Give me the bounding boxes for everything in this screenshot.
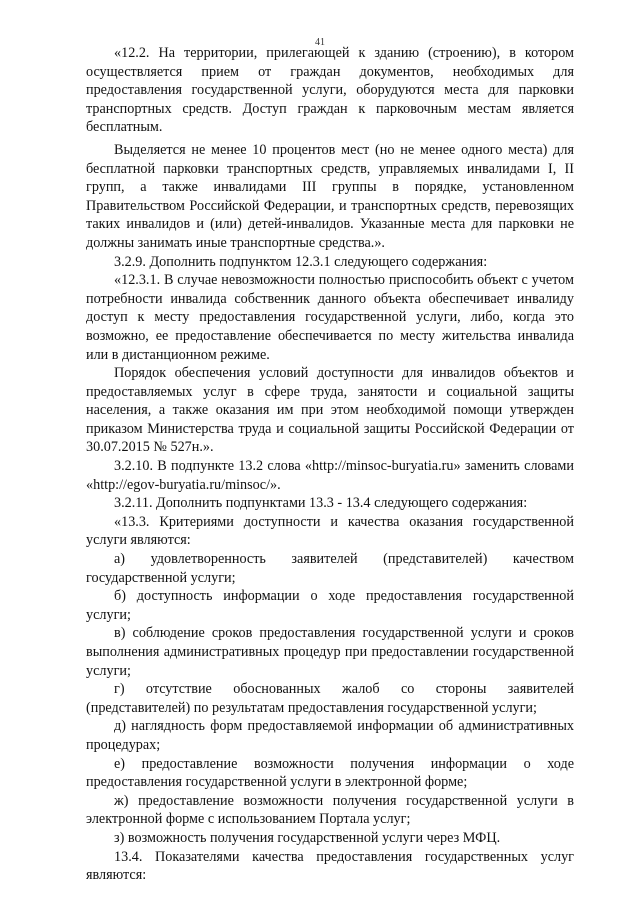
document-body: [86, 44, 574, 885]
list-item-e: е) предоставление возможности получения информации о ходе предоставления государственной услуги в электронной форме;: [86, 755, 574, 791]
list-item-g: г) отсутствие обоснованных жалоб со стороны заявителей (представителей) по результатам предоставления государственной услуги;: [86, 681, 574, 716]
list-item-zh: ж) предоставление возможности получения государственной услуги в электронной форме с использованием Портала услуг;: [86, 792, 574, 828]
paragraph-12-2: «12.2. На территории, прилегающей к зданию (строению), в котором осуществляется прием от граждан документов, необходимых для предоставления государственной услуги, оборудуются места для парковки транспортных средств. Доступ граждан к парковочным местам является бесплатным.: [86, 45, 574, 136]
paragraph-3-2-9: 3.2.9. Дополнить подпунктом 12.3.1 следующего содержания:: [114, 253, 488, 270]
paragraph-12-3-1: «12.3.1. В случае невозможности полностью приспособить объект с учетом потребности инвалида собственник данного объекта обеспечивает инвалиду доступ к месту предоставления государственной услуги, либо, когда это возможно, ее предоставление обеспечивается по месту жительства инвалида или в дистанционном режиме.: [86, 272, 574, 363]
paragraph-accessibility-order: Порядок обеспечения условий доступности для инвалидов объектов и предоставляемых услуг в сфере труда, занятости и социальной защиты населения, а также оказания им при этом необходимой помощи утвержден приказом Министерства труда и социальной защиты Российской Федерации от 30.07.2015 № 527н.».: [86, 365, 574, 456]
paragraph-13-4: 13.4. Показателями качества предоставления государственных услуг являются:: [86, 848, 574, 884]
list-item-v: в) соблюдение сроков предоставления государственной услуги и сроков выполнения административных процедур при предоставлении государственной услуги;: [86, 625, 574, 679]
list-item-a: а) удовлетворенность заявителей (представителей) качеством государственной услуги;: [86, 551, 574, 586]
paragraph-parking-disabled: Выделяется не менее 10 процентов мест (но не менее одного места) для бесплатной парковки транспортных средств, управляемых инвалидами I, II групп, а также инвалидами III группы в порядке, установленном Правительством Российской Федерации, и транспортных средств, перевозящих таких инвалидов и (или) детей-инвалидов. Указанные места для парковки не должны занимать иные транспортные средства.».: [86, 141, 574, 251]
paragraph-3-2-11: 3.2.11. Дополнить подпунктами 13.3 - 13.4 следующего содержания:: [114, 495, 528, 512]
paragraph-3-2-10: 3.2.10. В подпункте 13.2 слова «http://minsoc-buryatia.ru» заменить словами «http://egov-buryatia.ru/minsoc/».: [86, 458, 574, 493]
list-item-d: д) наглядность форм предоставляемой информации об административных процедурах;: [86, 718, 574, 753]
list-item-b: б) доступность информации о ходе предоставления государственной услуги;: [86, 588, 574, 623]
page-number: 41: [315, 37, 325, 48]
paragraph-13-3: «13.3. Критериями доступности и качества оказания государственной услуги являются:: [86, 513, 574, 549]
list-item-z: з) возможность получения государственной услуги через МФЦ.: [114, 829, 501, 846]
